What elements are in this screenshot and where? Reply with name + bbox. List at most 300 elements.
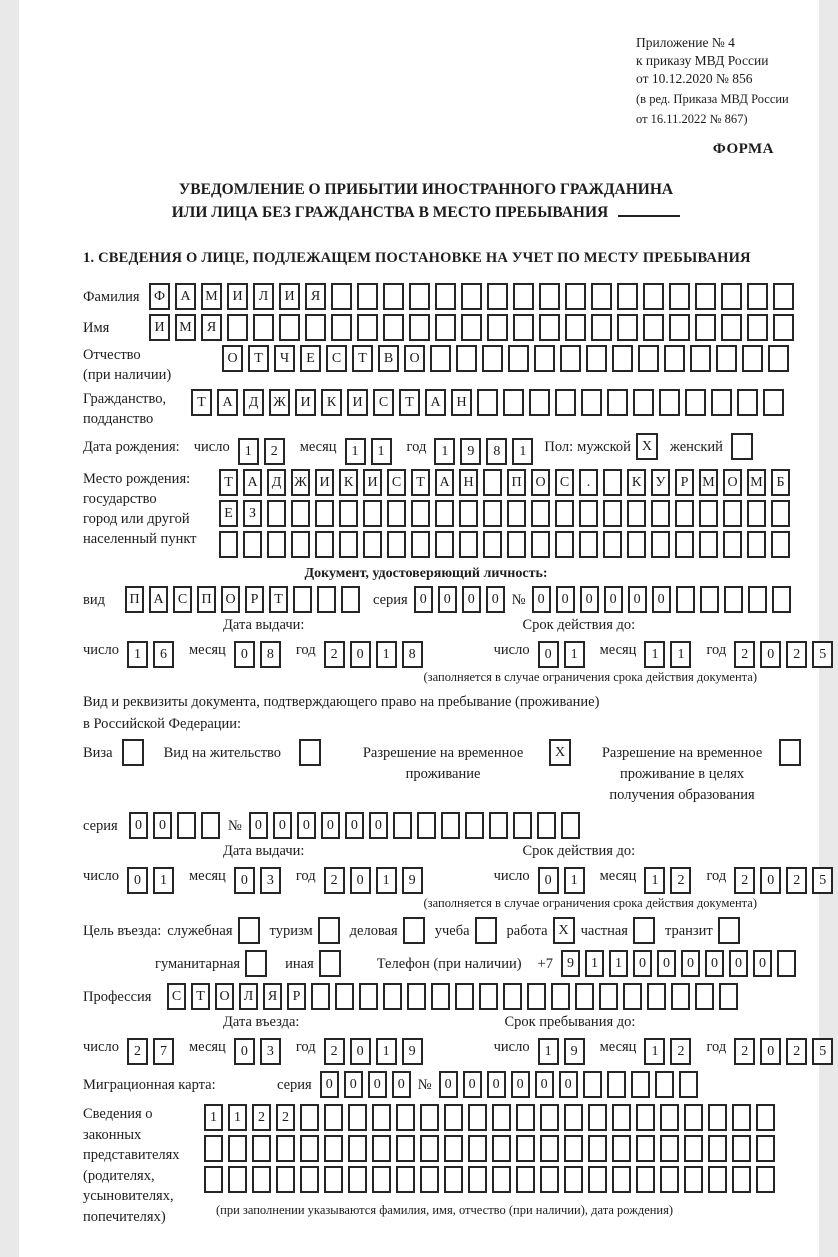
char-cell[interactable]: 0: [487, 1071, 506, 1098]
char-cell[interactable]: С: [173, 586, 192, 613]
char-cell[interactable]: Л: [239, 983, 258, 1010]
char-cell[interactable]: [747, 531, 766, 558]
char-cell[interactable]: [300, 1135, 319, 1162]
char-cell[interactable]: И: [149, 314, 170, 341]
char-cell[interactable]: [633, 389, 654, 416]
char-cell[interactable]: [435, 531, 454, 558]
char-cell[interactable]: [651, 500, 670, 527]
char-cell[interactable]: П: [507, 469, 526, 496]
char-cell[interactable]: 0: [127, 867, 148, 894]
char-cell[interactable]: [324, 1166, 343, 1193]
purpose-study-checkbox[interactable]: [475, 917, 497, 944]
char-cell[interactable]: [719, 983, 738, 1010]
char-cell[interactable]: И: [315, 469, 334, 496]
char-cell[interactable]: 0: [234, 1038, 255, 1065]
char-cell[interactable]: [431, 983, 450, 1010]
char-cell[interactable]: 1: [238, 438, 259, 465]
char-cell[interactable]: [430, 345, 451, 372]
char-cell[interactable]: [339, 500, 358, 527]
char-cell[interactable]: [420, 1104, 439, 1131]
char-cell[interactable]: [204, 1166, 223, 1193]
char-cell[interactable]: М: [201, 283, 222, 310]
char-cell[interactable]: [477, 389, 498, 416]
char-cell[interactable]: Я: [263, 983, 282, 1010]
char-cell[interactable]: 2: [324, 1038, 345, 1065]
char-cell[interactable]: [468, 1166, 487, 1193]
char-cell[interactable]: [317, 586, 336, 613]
char-cell[interactable]: [603, 500, 622, 527]
char-cell[interactable]: 0: [760, 1038, 781, 1065]
char-cell[interactable]: [508, 345, 529, 372]
char-cell[interactable]: [331, 314, 352, 341]
char-cell[interactable]: [489, 812, 508, 839]
char-cell[interactable]: 1: [644, 1038, 665, 1065]
char-cell[interactable]: [252, 1135, 271, 1162]
char-cell[interactable]: [492, 1166, 511, 1193]
char-cell[interactable]: [456, 345, 477, 372]
char-cell[interactable]: [435, 500, 454, 527]
char-cell[interactable]: Я: [201, 314, 222, 341]
char-cell[interactable]: [777, 950, 796, 977]
char-cell[interactable]: [372, 1104, 391, 1131]
char-cell[interactable]: 1: [670, 641, 691, 668]
char-cell[interactable]: [228, 1135, 247, 1162]
char-cell[interactable]: [540, 1135, 559, 1162]
char-cell[interactable]: [773, 283, 794, 310]
char-cell[interactable]: [527, 983, 546, 1010]
char-cell[interactable]: О: [723, 469, 742, 496]
char-cell[interactable]: [669, 314, 690, 341]
char-cell[interactable]: [441, 812, 460, 839]
char-cell[interactable]: 2: [324, 641, 345, 668]
char-cell[interactable]: [647, 983, 666, 1010]
char-cell[interactable]: [409, 283, 430, 310]
char-cell[interactable]: [748, 586, 767, 613]
char-cell[interactable]: 1: [228, 1104, 247, 1131]
char-cell[interactable]: [742, 345, 763, 372]
char-cell[interactable]: 0: [350, 1038, 371, 1065]
char-cell[interactable]: [539, 283, 560, 310]
char-cell[interactable]: [348, 1166, 367, 1193]
char-cell[interactable]: [468, 1104, 487, 1131]
char-cell[interactable]: Т: [219, 469, 238, 496]
char-cell[interactable]: [503, 389, 524, 416]
char-cell[interactable]: [756, 1166, 775, 1193]
char-cell[interactable]: 0: [439, 1071, 458, 1098]
char-cell[interactable]: И: [347, 389, 368, 416]
char-cell[interactable]: [695, 983, 714, 1010]
purpose-business-checkbox[interactable]: [403, 917, 425, 944]
char-cell[interactable]: [699, 500, 718, 527]
char-cell[interactable]: 1: [376, 641, 397, 668]
char-cell[interactable]: 0: [463, 1071, 482, 1098]
char-cell[interactable]: А: [435, 469, 454, 496]
char-cell[interactable]: Л: [253, 283, 274, 310]
char-cell[interactable]: [690, 345, 711, 372]
char-cell[interactable]: [479, 983, 498, 1010]
char-cell[interactable]: [721, 283, 742, 310]
char-cell[interactable]: О: [531, 469, 550, 496]
char-cell[interactable]: [315, 500, 334, 527]
char-cell[interactable]: П: [125, 586, 144, 613]
char-cell[interactable]: 0: [462, 586, 481, 613]
sex-female-checkbox[interactable]: [731, 433, 753, 460]
char-cell[interactable]: 8: [402, 641, 423, 668]
char-cell[interactable]: [252, 1166, 271, 1193]
char-cell[interactable]: [747, 283, 768, 310]
char-cell[interactable]: [555, 531, 574, 558]
char-cell[interactable]: [276, 1135, 295, 1162]
char-cell[interactable]: [581, 389, 602, 416]
char-cell[interactable]: 0: [392, 1071, 411, 1098]
char-cell[interactable]: Я: [305, 283, 326, 310]
char-cell[interactable]: 0: [414, 586, 433, 613]
char-cell[interactable]: [483, 500, 502, 527]
char-cell[interactable]: [331, 283, 352, 310]
char-cell[interactable]: 9: [561, 950, 580, 977]
char-cell[interactable]: [555, 389, 576, 416]
char-cell[interactable]: У: [651, 469, 670, 496]
char-cell[interactable]: [461, 314, 482, 341]
char-cell[interactable]: Р: [245, 586, 264, 613]
char-cell[interactable]: [267, 500, 286, 527]
char-cell[interactable]: Р: [675, 469, 694, 496]
char-cell[interactable]: [483, 469, 502, 496]
char-cell[interactable]: А: [217, 389, 238, 416]
char-cell[interactable]: [627, 500, 646, 527]
char-cell[interactable]: М: [747, 469, 766, 496]
char-cell[interactable]: [372, 1166, 391, 1193]
char-cell[interactable]: [723, 531, 742, 558]
char-cell[interactable]: [324, 1104, 343, 1131]
char-cell[interactable]: [732, 1135, 751, 1162]
char-cell[interactable]: [660, 1135, 679, 1162]
char-cell[interactable]: 0: [345, 812, 364, 839]
char-cell[interactable]: В: [378, 345, 399, 372]
char-cell[interactable]: Ч: [274, 345, 295, 372]
char-cell[interactable]: 2: [264, 438, 285, 465]
char-cell[interactable]: [387, 500, 406, 527]
char-cell[interactable]: 5: [812, 641, 833, 668]
purpose-humanitarian-checkbox[interactable]: [245, 950, 267, 977]
char-cell[interactable]: 0: [129, 812, 148, 839]
char-cell[interactable]: Т: [399, 389, 420, 416]
char-cell[interactable]: М: [175, 314, 196, 341]
char-cell[interactable]: [492, 1135, 511, 1162]
char-cell[interactable]: [383, 983, 402, 1010]
char-cell[interactable]: [756, 1135, 775, 1162]
char-cell[interactable]: [684, 1135, 703, 1162]
char-cell[interactable]: [651, 531, 670, 558]
char-cell[interactable]: Б: [771, 469, 790, 496]
char-cell[interactable]: [291, 500, 310, 527]
char-cell[interactable]: [603, 531, 622, 558]
char-cell[interactable]: .: [579, 469, 598, 496]
char-cell[interactable]: [461, 283, 482, 310]
char-cell[interactable]: [300, 1166, 319, 1193]
char-cell[interactable]: [747, 500, 766, 527]
char-cell[interactable]: [444, 1104, 463, 1131]
purpose-official-checkbox[interactable]: [238, 917, 260, 944]
purpose-transit-checkbox[interactable]: [718, 917, 740, 944]
char-cell[interactable]: [383, 314, 404, 341]
char-cell[interactable]: [655, 1071, 674, 1098]
char-cell[interactable]: 0: [657, 950, 676, 977]
char-cell[interactable]: [465, 812, 484, 839]
char-cell[interactable]: 0: [234, 641, 255, 668]
char-cell[interactable]: [617, 314, 638, 341]
char-cell[interactable]: [537, 812, 556, 839]
char-cell[interactable]: [339, 531, 358, 558]
char-cell[interactable]: [435, 283, 456, 310]
char-cell[interactable]: К: [627, 469, 646, 496]
char-cell[interactable]: П: [197, 586, 216, 613]
char-cell[interactable]: [417, 812, 436, 839]
char-cell[interactable]: [363, 531, 382, 558]
char-cell[interactable]: С: [555, 469, 574, 496]
char-cell[interactable]: А: [243, 469, 262, 496]
char-cell[interactable]: С: [387, 469, 406, 496]
char-cell[interactable]: 1: [538, 1038, 559, 1065]
char-cell[interactable]: 6: [153, 641, 174, 668]
purpose-private-checkbox[interactable]: [633, 917, 655, 944]
char-cell[interactable]: [591, 283, 612, 310]
char-cell[interactable]: [359, 983, 378, 1010]
char-cell[interactable]: 1: [376, 1038, 397, 1065]
char-cell[interactable]: [660, 1166, 679, 1193]
char-cell[interactable]: [627, 531, 646, 558]
char-cell[interactable]: [459, 500, 478, 527]
char-cell[interactable]: [659, 389, 680, 416]
char-cell[interactable]: С: [167, 983, 186, 1010]
char-cell[interactable]: [227, 314, 248, 341]
char-cell[interactable]: [564, 1166, 583, 1193]
char-cell[interactable]: [579, 531, 598, 558]
char-cell[interactable]: Т: [411, 469, 430, 496]
char-cell[interactable]: 2: [127, 1038, 148, 1065]
char-cell[interactable]: Р: [287, 983, 306, 1010]
char-cell[interactable]: 2: [276, 1104, 295, 1131]
char-cell[interactable]: [684, 1166, 703, 1193]
char-cell[interactable]: С: [326, 345, 347, 372]
char-cell[interactable]: [372, 1135, 391, 1162]
char-cell[interactable]: [540, 1104, 559, 1131]
char-cell[interactable]: М: [699, 469, 718, 496]
char-cell[interactable]: [396, 1104, 415, 1131]
char-cell[interactable]: [531, 531, 550, 558]
char-cell[interactable]: А: [149, 586, 168, 613]
char-cell[interactable]: Т: [248, 345, 269, 372]
char-cell[interactable]: [675, 531, 694, 558]
char-cell[interactable]: [763, 389, 784, 416]
char-cell[interactable]: И: [227, 283, 248, 310]
char-cell[interactable]: [643, 283, 664, 310]
char-cell[interactable]: 0: [705, 950, 724, 977]
char-cell[interactable]: 0: [350, 867, 371, 894]
char-cell[interactable]: [409, 314, 430, 341]
char-cell[interactable]: 2: [324, 867, 345, 894]
char-cell[interactable]: К: [339, 469, 358, 496]
char-cell[interactable]: 0: [538, 641, 559, 668]
char-cell[interactable]: [444, 1135, 463, 1162]
char-cell[interactable]: [675, 500, 694, 527]
char-cell[interactable]: [607, 1071, 626, 1098]
char-cell[interactable]: [773, 314, 794, 341]
char-cell[interactable]: [695, 283, 716, 310]
char-cell[interactable]: [599, 983, 618, 1010]
char-cell[interactable]: [487, 314, 508, 341]
char-cell[interactable]: О: [221, 586, 240, 613]
char-cell[interactable]: 8: [260, 641, 281, 668]
char-cell[interactable]: [561, 812, 580, 839]
char-cell[interactable]: [540, 1166, 559, 1193]
char-cell[interactable]: 0: [604, 586, 623, 613]
char-cell[interactable]: [583, 1071, 602, 1098]
char-cell[interactable]: [348, 1104, 367, 1131]
char-cell[interactable]: [623, 983, 642, 1010]
char-cell[interactable]: [669, 283, 690, 310]
char-cell[interactable]: [201, 812, 220, 839]
char-cell[interactable]: И: [279, 283, 300, 310]
char-cell[interactable]: 0: [511, 1071, 530, 1098]
char-cell[interactable]: 2: [670, 867, 691, 894]
char-cell[interactable]: 0: [153, 812, 172, 839]
char-cell[interactable]: 2: [786, 1038, 807, 1065]
char-cell[interactable]: [679, 1071, 698, 1098]
char-cell[interactable]: 0: [760, 641, 781, 668]
char-cell[interactable]: 1: [434, 438, 455, 465]
char-cell[interactable]: [737, 389, 758, 416]
char-cell[interactable]: О: [404, 345, 425, 372]
char-cell[interactable]: [243, 531, 262, 558]
char-cell[interactable]: Т: [191, 983, 210, 1010]
char-cell[interactable]: [459, 531, 478, 558]
char-cell[interactable]: 1: [585, 950, 604, 977]
char-cell[interactable]: 7: [153, 1038, 174, 1065]
char-cell[interactable]: [387, 531, 406, 558]
char-cell[interactable]: [565, 283, 586, 310]
char-cell[interactable]: Д: [267, 469, 286, 496]
char-cell[interactable]: [708, 1135, 727, 1162]
char-cell[interactable]: [684, 1104, 703, 1131]
char-cell[interactable]: 1: [204, 1104, 223, 1131]
char-cell[interactable]: [565, 314, 586, 341]
char-cell[interactable]: [591, 314, 612, 341]
char-cell[interactable]: 0: [559, 1071, 578, 1098]
char-cell[interactable]: 1: [371, 438, 392, 465]
char-cell[interactable]: [420, 1135, 439, 1162]
char-cell[interactable]: [513, 812, 532, 839]
char-cell[interactable]: 2: [734, 867, 755, 894]
char-cell[interactable]: [468, 1135, 487, 1162]
char-cell[interactable]: [711, 389, 732, 416]
char-cell[interactable]: 0: [234, 867, 255, 894]
char-cell[interactable]: [492, 1104, 511, 1131]
char-cell[interactable]: [617, 283, 638, 310]
char-cell[interactable]: 1: [644, 641, 665, 668]
char-cell[interactable]: И: [363, 469, 382, 496]
char-cell[interactable]: Н: [459, 469, 478, 496]
char-cell[interactable]: [579, 500, 598, 527]
char-cell[interactable]: [539, 314, 560, 341]
char-cell[interactable]: 0: [320, 1071, 339, 1098]
char-cell[interactable]: 0: [532, 586, 551, 613]
purpose-work-checkbox[interactable]: X: [553, 917, 575, 944]
char-cell[interactable]: [612, 1135, 631, 1162]
char-cell[interactable]: [253, 314, 274, 341]
char-cell[interactable]: [636, 1135, 655, 1162]
char-cell[interactable]: [699, 531, 718, 558]
char-cell[interactable]: [588, 1104, 607, 1131]
char-cell[interactable]: [529, 389, 550, 416]
char-cell[interactable]: [219, 531, 238, 558]
char-cell[interactable]: [411, 500, 430, 527]
char-cell[interactable]: [293, 586, 312, 613]
char-cell[interactable]: 0: [538, 867, 559, 894]
char-cell[interactable]: [396, 1166, 415, 1193]
char-cell[interactable]: [676, 586, 695, 613]
char-cell[interactable]: [612, 345, 633, 372]
char-cell[interactable]: 0: [249, 812, 268, 839]
char-cell[interactable]: 1: [376, 867, 397, 894]
rvp-checkbox[interactable]: X: [549, 739, 571, 766]
char-cell[interactable]: 3: [260, 1038, 281, 1065]
char-cell[interactable]: 0: [369, 812, 388, 839]
char-cell[interactable]: [291, 531, 310, 558]
char-cell[interactable]: 9: [402, 867, 423, 894]
char-cell[interactable]: [771, 500, 790, 527]
char-cell[interactable]: Т: [269, 586, 288, 613]
char-cell[interactable]: З: [243, 500, 262, 527]
char-cell[interactable]: 1: [564, 867, 585, 894]
char-cell[interactable]: [516, 1166, 535, 1193]
char-cell[interactable]: 1: [153, 867, 174, 894]
sex-male-checkbox[interactable]: X: [636, 433, 658, 460]
char-cell[interactable]: Е: [219, 500, 238, 527]
char-cell[interactable]: 2: [670, 1038, 691, 1065]
char-cell[interactable]: 0: [628, 586, 647, 613]
char-cell[interactable]: [487, 283, 508, 310]
char-cell[interactable]: 2: [786, 867, 807, 894]
char-cell[interactable]: [507, 531, 526, 558]
char-cell[interactable]: [586, 345, 607, 372]
char-cell[interactable]: [357, 283, 378, 310]
char-cell[interactable]: [516, 1135, 535, 1162]
char-cell[interactable]: 1: [512, 438, 533, 465]
char-cell[interactable]: [177, 812, 196, 839]
char-cell[interactable]: 5: [812, 867, 833, 894]
char-cell[interactable]: А: [175, 283, 196, 310]
char-cell[interactable]: [716, 345, 737, 372]
char-cell[interactable]: С: [373, 389, 394, 416]
char-cell[interactable]: И: [295, 389, 316, 416]
char-cell[interactable]: [363, 500, 382, 527]
char-cell[interactable]: [643, 314, 664, 341]
char-cell[interactable]: [636, 1104, 655, 1131]
char-cell[interactable]: 0: [753, 950, 772, 977]
visa-checkbox[interactable]: [122, 739, 144, 766]
char-cell[interactable]: [513, 314, 534, 341]
char-cell[interactable]: А: [425, 389, 446, 416]
char-cell[interactable]: 0: [344, 1071, 363, 1098]
char-cell[interactable]: Т: [352, 345, 373, 372]
char-cell[interactable]: [612, 1166, 631, 1193]
char-cell[interactable]: [747, 314, 768, 341]
char-cell[interactable]: [700, 586, 719, 613]
char-cell[interactable]: 9: [402, 1038, 423, 1065]
char-cell[interactable]: 0: [681, 950, 700, 977]
char-cell[interactable]: О: [222, 345, 243, 372]
